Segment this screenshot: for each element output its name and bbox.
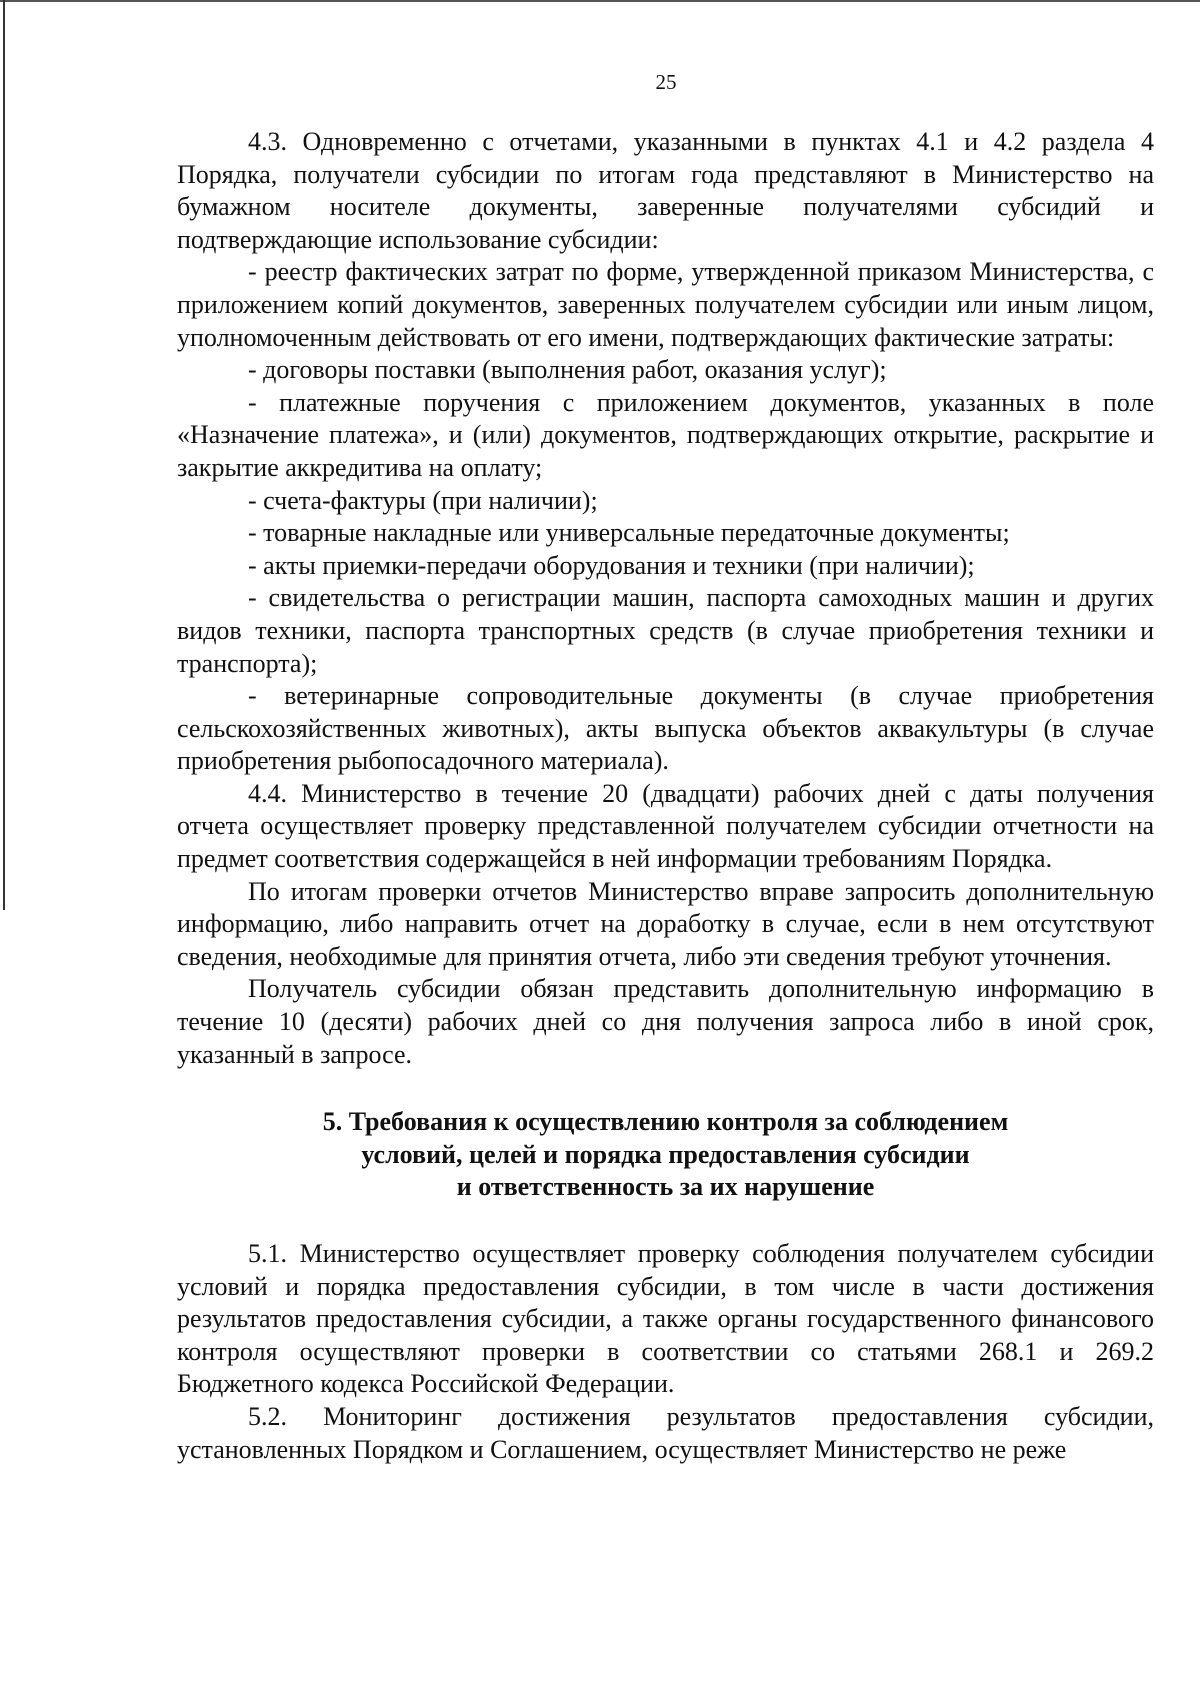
list-item-waybills: - товарные накладные или универсальные передаточные документы; — [248, 518, 1010, 548]
list-item-payments: - платежные поручения с приложением документов, указанных в поле «Назначение платежа», и (или) документов, подтверждающих открытие, раскрытие и закрытие аккредитива на оплату; — [177, 387, 1154, 482]
paragraph-5-1: 5.1. Министерство осуществляет проверку соблюдения получателем субсидии условий и порядка предоставления субсидии, в том числе в части достижения результатов предоставления субсидии, а также органы государственного финансового контроля осуществляют проверки в соответствии со статьями 268.1 и 269.2 Бюджетного кодекса Российской Федерации. — [177, 1239, 1154, 1399]
section-heading-line-1: 5. Требования к осуществлению контроля за соблюдением — [322, 1107, 1009, 1137]
list-item-acts: - акты приемки-передачи оборудования и техники (при наличии); — [248, 550, 975, 580]
document-body — [177, 126, 1154, 1466]
paragraph-check-results: По итогам проверки отчетов Министерство вправе запросить дополнительную информацию, либо направить отчет на доработку в случае, если в нем отсутствуют сведения, необходимые для принятия отчета, либо эти сведения требуют уточнения. — [177, 876, 1154, 971]
paragraph-4-4: 4.4. Министерство в течение 20 (двадцати) рабочих дней с даты получения отчета осуществляет проверку представленной получателем субсидии отчетности на предмет соответствия содержащейся в ней информации требованиям Порядка. — [177, 778, 1154, 874]
list-item-contracts: - договоры поставки (выполнения работ, оказания услуг); — [248, 355, 887, 385]
scan-edge-top — [0, 0, 1200, 2]
paragraph-5-2: 5.2. Мониторинг достижения результатов предоставления субсидии, установленных Порядком и Соглашением, осуществляет Министерство не реже — [177, 1401, 1154, 1464]
scan-edge-left — [3, 0, 5, 910]
page-number: 25 — [655, 70, 677, 94]
list-item-registry: - реестр фактических затрат по форме, утвержденной приказом Министерства, с приложением копий документов, заверенных получателем субсидии или иным лицом, уполномоченным действовать от его имени, подтверждающих фактические затраты: — [177, 257, 1154, 352]
paragraph-4-3: 4.3. Одновременно с отчетами, указанными в пунктах 4.1 и 4.2 раздела 4 Порядка, получатели субсидии по итогам года представляют в Министерство на бумажном носителе документы, заверенные получателями субсидий и подтверждающие использование субсидии: — [177, 127, 1154, 254]
section-heading-line-3: и ответственность за их нарушение — [456, 1172, 875, 1202]
list-item-veterinary: - ветеринарные сопроводительные документы (в случае приобретения сельскохозяйственных животных), акты выпуска объектов аквакультуры (в случае приобретения рыбопосадочного материала). — [177, 681, 1154, 776]
list-item-invoices: - счета-фактуры (при наличии); — [248, 485, 598, 515]
section-heading-line-2: условий, целей и порядка предоставления субсидии — [361, 1139, 970, 1169]
paragraph-recipient-duty: Получатель субсидии обязан представить дополнительную информацию в течение 10 (десяти) рабочих дней со дня получения запроса либо в иной срок, указанный в запросе. — [177, 974, 1154, 1069]
list-item-certificates: - свидетельства о регистрации машин, паспорта самоходных машин и других видов техники, паспорта транспортных средств (в случае приобретения техники и транспорта); — [177, 583, 1154, 678]
section-5-heading — [177, 1106, 1154, 1204]
